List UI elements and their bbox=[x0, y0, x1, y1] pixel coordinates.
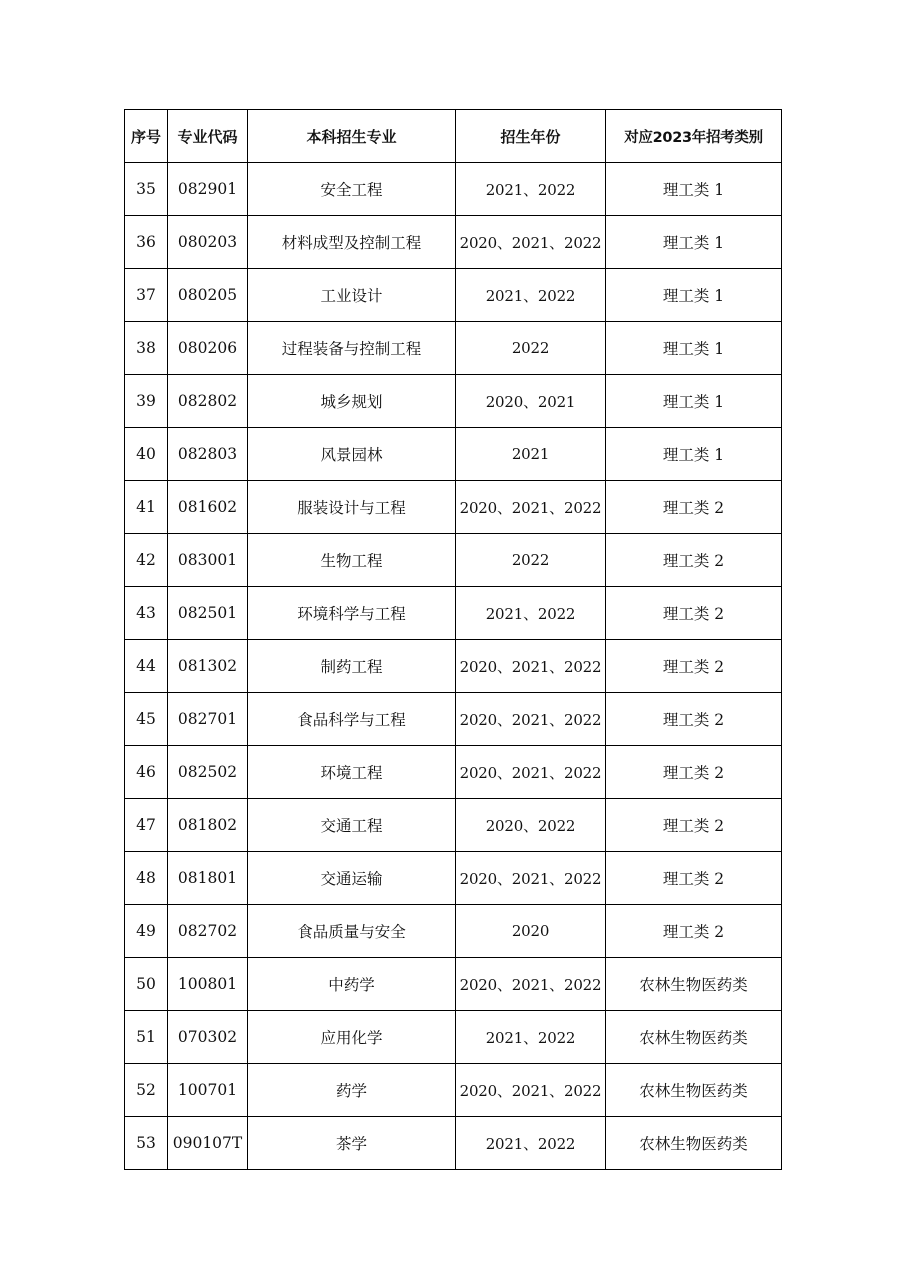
cell-category: 农林生物医药类 bbox=[606, 1117, 782, 1170]
cell-major: 茶学 bbox=[248, 1117, 456, 1170]
cell-code: 081302 bbox=[168, 640, 248, 693]
cell-major: 中药学 bbox=[248, 958, 456, 1011]
table-row bbox=[125, 693, 782, 746]
table-row bbox=[125, 746, 782, 799]
cell-category: 理工类 1 bbox=[606, 428, 782, 481]
majors-table bbox=[124, 109, 782, 1170]
cell-category: 理工类 1 bbox=[606, 375, 782, 428]
table-row bbox=[125, 428, 782, 481]
table-row bbox=[125, 1011, 782, 1064]
cell-code: 082501 bbox=[168, 587, 248, 640]
cell-code: 070302 bbox=[168, 1011, 248, 1064]
cell-years: 2020、2021、2022 bbox=[456, 693, 606, 746]
header-code: 专业代码 bbox=[168, 110, 248, 163]
cell-category: 理工类 2 bbox=[606, 746, 782, 799]
cell-category: 理工类 2 bbox=[606, 640, 782, 693]
cell-index: 47 bbox=[125, 799, 168, 852]
table-row bbox=[125, 269, 782, 322]
cell-category: 理工类 1 bbox=[606, 216, 782, 269]
cell-years: 2020 bbox=[456, 905, 606, 958]
cell-category: 理工类 2 bbox=[606, 905, 782, 958]
table-row bbox=[125, 852, 782, 905]
cell-index: 53 bbox=[125, 1117, 168, 1170]
cell-code: 090107T bbox=[168, 1117, 248, 1170]
cell-index: 46 bbox=[125, 746, 168, 799]
cell-major: 应用化学 bbox=[248, 1011, 456, 1064]
cell-years: 2020、2021、2022 bbox=[456, 852, 606, 905]
table-row bbox=[125, 163, 782, 216]
cell-major: 交通运输 bbox=[248, 852, 456, 905]
cell-years: 2021、2022 bbox=[456, 269, 606, 322]
table-row bbox=[125, 1117, 782, 1170]
cell-major: 过程装备与控制工程 bbox=[248, 322, 456, 375]
table-row bbox=[125, 958, 782, 1011]
cell-index: 45 bbox=[125, 693, 168, 746]
cell-major: 安全工程 bbox=[248, 163, 456, 216]
cell-major: 食品质量与安全 bbox=[248, 905, 456, 958]
cell-code: 100701 bbox=[168, 1064, 248, 1117]
table-row bbox=[125, 216, 782, 269]
cell-index: 50 bbox=[125, 958, 168, 1011]
cell-major: 材料成型及控制工程 bbox=[248, 216, 456, 269]
cell-category: 理工类 1 bbox=[606, 269, 782, 322]
header-years: 招生年份 bbox=[456, 110, 606, 163]
cell-index: 36 bbox=[125, 216, 168, 269]
table-body bbox=[125, 163, 782, 1170]
cell-category: 农林生物医药类 bbox=[606, 1011, 782, 1064]
table-row bbox=[125, 322, 782, 375]
cell-code: 081801 bbox=[168, 852, 248, 905]
cell-major: 工业设计 bbox=[248, 269, 456, 322]
header-index: 序号 bbox=[125, 110, 168, 163]
table-row bbox=[125, 1064, 782, 1117]
table-header-row bbox=[125, 110, 782, 163]
cell-category: 理工类 1 bbox=[606, 322, 782, 375]
cell-major: 环境科学与工程 bbox=[248, 587, 456, 640]
cell-category: 农林生物医药类 bbox=[606, 1064, 782, 1117]
cell-index: 38 bbox=[125, 322, 168, 375]
cell-years: 2021、2022 bbox=[456, 587, 606, 640]
cell-years: 2021 bbox=[456, 428, 606, 481]
cell-index: 42 bbox=[125, 534, 168, 587]
cell-code: 082502 bbox=[168, 746, 248, 799]
header-category: 对应2023年招考类别 bbox=[606, 110, 782, 163]
table-row bbox=[125, 587, 782, 640]
cell-major: 交通工程 bbox=[248, 799, 456, 852]
cell-category: 理工类 2 bbox=[606, 534, 782, 587]
cell-code: 082702 bbox=[168, 905, 248, 958]
cell-major: 城乡规划 bbox=[248, 375, 456, 428]
cell-years: 2020、2021、2022 bbox=[456, 958, 606, 1011]
cell-code: 100801 bbox=[168, 958, 248, 1011]
cell-index: 35 bbox=[125, 163, 168, 216]
cell-years: 2021、2022 bbox=[456, 163, 606, 216]
cell-code: 082802 bbox=[168, 375, 248, 428]
cell-index: 43 bbox=[125, 587, 168, 640]
cell-code: 083001 bbox=[168, 534, 248, 587]
cell-category: 理工类 1 bbox=[606, 163, 782, 216]
header-major: 本科招生专业 bbox=[248, 110, 456, 163]
cell-category: 理工类 2 bbox=[606, 481, 782, 534]
cell-code: 081602 bbox=[168, 481, 248, 534]
cell-years: 2021、2022 bbox=[456, 1117, 606, 1170]
cell-code: 082901 bbox=[168, 163, 248, 216]
cell-code: 082701 bbox=[168, 693, 248, 746]
cell-years: 2022 bbox=[456, 534, 606, 587]
cell-code: 080206 bbox=[168, 322, 248, 375]
cell-category: 理工类 2 bbox=[606, 587, 782, 640]
cell-years: 2020、2021、2022 bbox=[456, 640, 606, 693]
cell-major: 环境工程 bbox=[248, 746, 456, 799]
cell-major: 生物工程 bbox=[248, 534, 456, 587]
cell-major: 服装设计与工程 bbox=[248, 481, 456, 534]
cell-index: 51 bbox=[125, 1011, 168, 1064]
cell-category: 理工类 2 bbox=[606, 693, 782, 746]
cell-category: 农林生物医药类 bbox=[606, 958, 782, 1011]
table-row bbox=[125, 534, 782, 587]
cell-years: 2020、2022 bbox=[456, 799, 606, 852]
cell-index: 49 bbox=[125, 905, 168, 958]
cell-category: 理工类 2 bbox=[606, 799, 782, 852]
cell-major: 药学 bbox=[248, 1064, 456, 1117]
cell-code: 080203 bbox=[168, 216, 248, 269]
cell-years: 2020、2021、2022 bbox=[456, 1064, 606, 1117]
table-row bbox=[125, 905, 782, 958]
cell-index: 52 bbox=[125, 1064, 168, 1117]
cell-major: 制药工程 bbox=[248, 640, 456, 693]
cell-major: 食品科学与工程 bbox=[248, 693, 456, 746]
cell-years: 2021、2022 bbox=[456, 1011, 606, 1064]
cell-years: 2020、2021、2022 bbox=[456, 481, 606, 534]
cell-code: 082803 bbox=[168, 428, 248, 481]
table-row bbox=[125, 640, 782, 693]
cell-index: 37 bbox=[125, 269, 168, 322]
cell-index: 41 bbox=[125, 481, 168, 534]
cell-years: 2020、2021、2022 bbox=[456, 746, 606, 799]
cell-years: 2020、2021 bbox=[456, 375, 606, 428]
cell-index: 44 bbox=[125, 640, 168, 693]
cell-index: 48 bbox=[125, 852, 168, 905]
cell-index: 40 bbox=[125, 428, 168, 481]
table-row bbox=[125, 799, 782, 852]
cell-major: 风景园林 bbox=[248, 428, 456, 481]
cell-category: 理工类 2 bbox=[606, 852, 782, 905]
cell-code: 081802 bbox=[168, 799, 248, 852]
cell-code: 080205 bbox=[168, 269, 248, 322]
table-row bbox=[125, 481, 782, 534]
cell-years: 2020、2021、2022 bbox=[456, 216, 606, 269]
cell-index: 39 bbox=[125, 375, 168, 428]
cell-years: 2022 bbox=[456, 322, 606, 375]
table-row bbox=[125, 375, 782, 428]
